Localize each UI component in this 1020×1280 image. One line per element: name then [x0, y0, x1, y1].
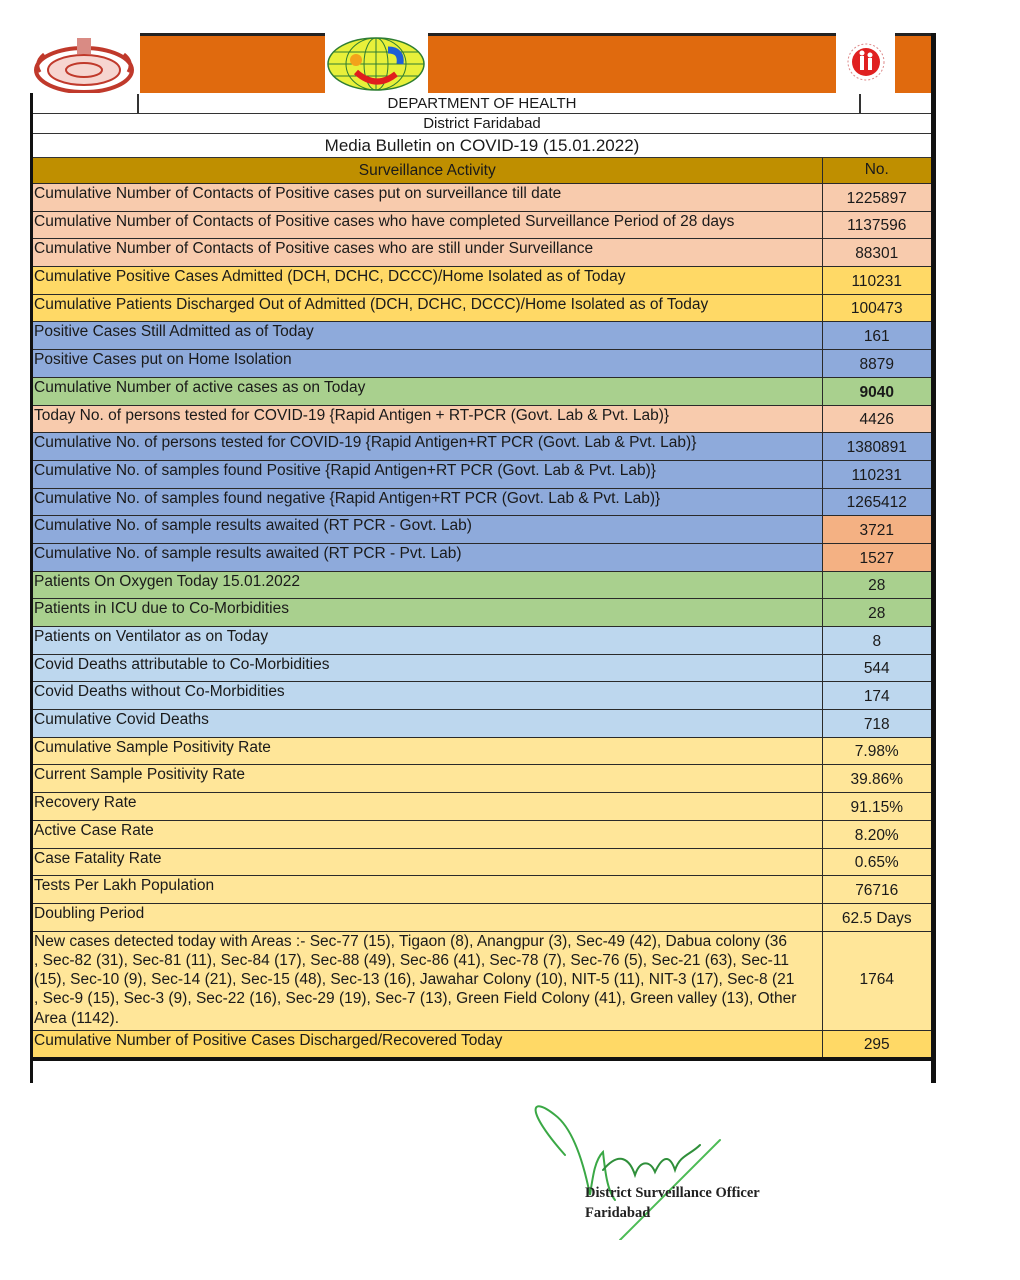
row-value: 3721 [822, 516, 931, 544]
row-value: 161 [822, 322, 931, 350]
row-value: 1265412 [822, 488, 931, 516]
table-row [33, 294, 931, 322]
area-line: , Sec-9 (15), Sec-3 (9), Sec-22 (16), Sec-29 (19), Sec-7 (13), Green Field Colony (41), Green valley (13), Other [34, 990, 797, 1008]
table-row [33, 682, 931, 710]
row-label: Covid Deaths attributable to Co-Morbidities [33, 654, 822, 682]
table-row [33, 820, 931, 848]
row-label: Recovery Rate [33, 793, 822, 821]
officer-place: Faridabad [585, 1205, 651, 1221]
table-row [33, 267, 931, 295]
row-value: 718 [822, 710, 931, 738]
header-orange-band [428, 33, 836, 95]
row-value: 8879 [822, 350, 931, 378]
row-label: Cumulative Number of Contacts of Positive cases who have completed Surveillance Period of 28 days [33, 211, 822, 239]
row-label: Cumulative Covid Deaths [33, 710, 822, 738]
header-divider [137, 94, 139, 114]
row-label: Cumulative Number of Contacts of Positive cases put on surveillance till date [33, 184, 822, 212]
table-row [33, 903, 931, 931]
department-title: DEPARTMENT OF HEALTH [33, 93, 931, 114]
haryana-emblem-logo [30, 32, 138, 94]
column-header-number: No. [822, 158, 931, 184]
row-label: Cumulative No. of sample results awaited (RT PCR - Pvt. Lab) [33, 543, 822, 571]
table-row [33, 737, 931, 765]
row-value: 91.15% [822, 793, 931, 821]
header-orange-band [895, 33, 935, 95]
row-value: 39.86% [822, 765, 931, 793]
table-row [33, 516, 931, 544]
table-row [33, 405, 931, 433]
row-label: Today No. of persons tested for COVID-19 {Rapid Antigen + RT-PCR (Govt. Lab & Pvt. Lab)} [33, 405, 822, 433]
area-line: New cases detected today with Areas :- Sec-77 (15), Tigaon (8), Anangpur (3), Sec-49 (42), Dabua colony (36 [34, 932, 788, 950]
row-label: Cumulative No. of samples found negative {Rapid Antigen+RT PCR (Govt. Lab & Pvt. Lab)} [33, 488, 822, 516]
area-line: (15), Sec-10 (9), Sec-14 (21), Sec-15 (48), Sec-13 (16), Jawahar Colony (10), NIT-5 (11), NIT-3 (17), Sec-8 (21 [34, 971, 795, 989]
row-value: 0.65% [822, 848, 931, 876]
new-cases-areas-label [33, 931, 822, 1030]
area-line: , Sec-82 (31), Sec-81 (11), Sec-84 (17), Sec-88 (49), Sec-86 (41), Sec-78 (7), Sec-76 (5), Sec-21 (63), Sec-11 [34, 951, 789, 969]
table-row [33, 793, 931, 821]
row-label: Cumulative No. of samples found Positive {Rapid Antigen+RT PCR (Govt. Lab & Pvt. Lab)} [33, 460, 822, 488]
table-row [33, 322, 931, 350]
row-value: 8.20% [822, 820, 931, 848]
table-row [33, 848, 931, 876]
row-label: Cumulative No. of persons tested for COVID-19 {Rapid Antigen+RT PCR (Govt. Lab & Pvt. Lab)} [33, 433, 822, 461]
table-row [33, 239, 931, 267]
table-row [33, 571, 931, 599]
row-label: Doubling Period [33, 903, 822, 931]
row-value: 62.5 Days [822, 903, 931, 931]
bulletin-title: Media Bulletin on COVID-19 (15.01.2022) [33, 134, 931, 158]
row-label: Current Sample Positivity Rate [33, 765, 822, 793]
row-value: 9040 [822, 377, 931, 405]
row-label: Tests Per Lakh Population [33, 876, 822, 904]
row-label: Positive Cases put on Home Isolation [33, 350, 822, 378]
table-row [33, 211, 931, 239]
row-label: Case Fatality Rate [33, 848, 822, 876]
table-row [33, 876, 931, 904]
row-value: 1380891 [822, 433, 931, 461]
row-value: 100473 [822, 294, 931, 322]
row-label: Patients On Oxygen Today 15.01.2022 [33, 571, 822, 599]
row-value: 7.98% [822, 737, 931, 765]
row-label: Active Case Rate [33, 820, 822, 848]
row-label: Cumulative Positive Cases Admitted (DCH, DCHC, DCCC)/Home Isolated as of Today [33, 267, 822, 295]
row-value: 1225897 [822, 184, 931, 212]
table-row [33, 460, 931, 488]
signature-block [585, 1183, 760, 1223]
table-row [33, 184, 931, 212]
header-divider [859, 94, 861, 114]
row-label: Cumulative No. of sample results awaited (RT PCR - Govt. Lab) [33, 516, 822, 544]
nhm-logo [838, 36, 894, 92]
table-row [33, 627, 931, 655]
row-label: Positive Cases Still Admitted as of Today [33, 322, 822, 350]
new-cases-areas-row [33, 931, 931, 1030]
row-value: 8 [822, 627, 931, 655]
row-value: 88301 [822, 239, 931, 267]
globe-logo [326, 36, 426, 92]
row-label: Cumulative Sample Positivity Rate [33, 737, 822, 765]
officer-title: District Surveillance Officer [585, 1185, 760, 1201]
row-label: Cumulative Number of Contacts of Positive cases who are still under Surveillance [33, 239, 822, 267]
discharged-today-row [33, 1030, 931, 1059]
row-value: 110231 [822, 460, 931, 488]
row-value: 110231 [822, 267, 931, 295]
row-label: Patients on Ventilator as on Today [33, 627, 822, 655]
header-orange-band [140, 33, 325, 95]
row-value: 4426 [822, 405, 931, 433]
table-row [33, 377, 931, 405]
new-cases-value: 1764 [822, 931, 931, 1030]
row-value: 544 [822, 654, 931, 682]
row-value: 1527 [822, 543, 931, 571]
table-row [33, 350, 931, 378]
row-label: Cumulative Patients Discharged Out of Admitted (DCH, DCHC, DCCC)/Home Isolated as of Today [33, 294, 822, 322]
row-value: 295 [822, 1030, 931, 1059]
row-label: Patients in ICU due to Co-Morbidities [33, 599, 822, 627]
table-row [33, 654, 931, 682]
table-row [33, 765, 931, 793]
row-value: 1137596 [822, 211, 931, 239]
surveillance-table [33, 158, 931, 1061]
row-value: 76716 [822, 876, 931, 904]
row-value: 28 [822, 599, 931, 627]
table-row [33, 599, 931, 627]
row-label: Cumulative Number of Positive Cases Discharged/Recovered Today [33, 1030, 822, 1059]
row-value: 28 [822, 571, 931, 599]
row-label: Cumulative Number of active cases as on Today [33, 377, 822, 405]
table-row [33, 433, 931, 461]
table-row [33, 710, 931, 738]
column-header-activity: Surveillance Activity [33, 158, 822, 184]
table-right-border [931, 33, 936, 1083]
row-value: 174 [822, 682, 931, 710]
table-row [33, 488, 931, 516]
row-label: Covid Deaths without Co-Morbidities [33, 682, 822, 710]
district-title: District Faridabad [33, 114, 931, 134]
table-row [33, 543, 931, 571]
area-line: Area (1142). [34, 1009, 120, 1027]
table-header-row [33, 158, 931, 184]
